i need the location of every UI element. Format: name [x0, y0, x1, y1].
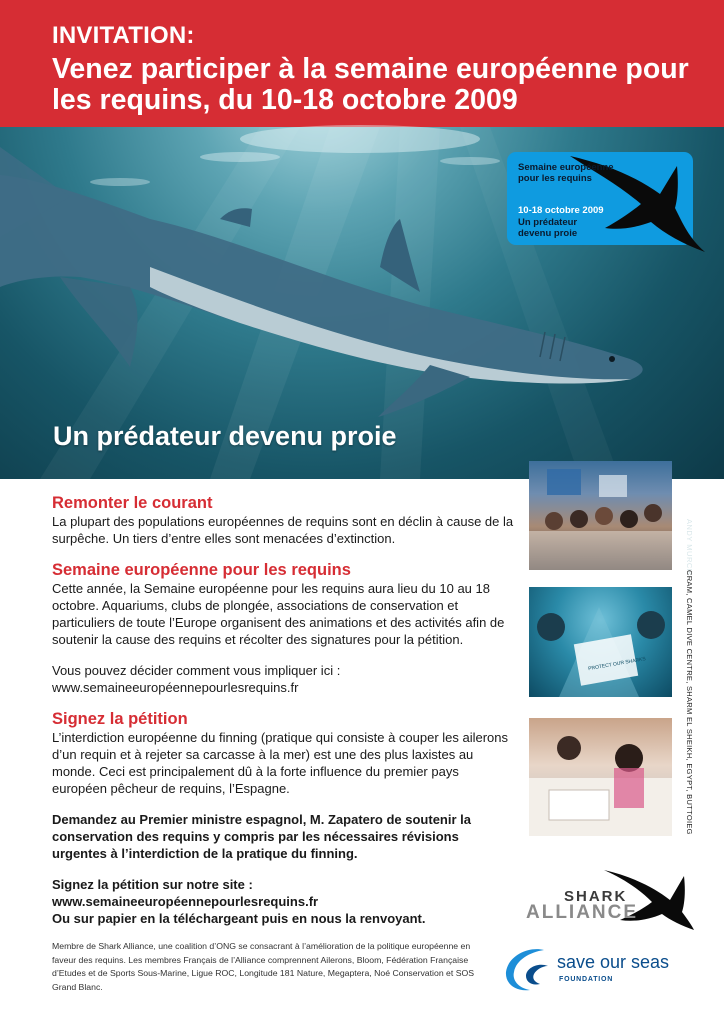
- section-text: Cette année, la Semaine européenne pour les requins aura lieu du 10 au 18 octobre. Aquariums, clubs de plongée, associations de conservation et particuliers de toute l’Europe organisent des animations et des activités afin de soutenir la cause des requins et récolter des signatures pour la pétition.: [52, 581, 505, 647]
- sos-foundation-label: FOUNDATION: [559, 976, 614, 983]
- header-banner: [0, 0, 724, 127]
- section-heading: Remonter le courant: [52, 494, 213, 512]
- photo-children-signing: [529, 718, 672, 836]
- section-text: L’interdiction européenne du finning (pratique qui consiste à couper les ailerons d’un requin et à rejeter sa carcasse à la mer) est une des plus laxistes au monde. Ceci est principalement dû à la forte influence du premier pays européen pêcheur de requins, l’Espagne.: [52, 730, 509, 796]
- sos-wordmark: save our seas: [557, 952, 670, 972]
- section-text: La plupart des populations européennes de requins sont en déclin à cause de la surpêche. Un tiers d’entre elles sont menacées d’extinction.: [52, 514, 514, 546]
- call-to-action: Demandez au Premier ministre espagnol, M. Zapatero de soutenir la conservation des requins y compris par les nécessaires révisions urgentes à l’interdiction de la pratique du finning.: [52, 812, 472, 861]
- invitation-title: Venez participer à la semaine européenne pour les requins, du 10-18 octobre 2009: [52, 53, 689, 116]
- hero-photo-credit: ANDY MURCH: [685, 519, 694, 575]
- footer-membership-note: Membre de Shark Alliance, une coalition d’ONG se consacrant à l’amélioration de la politique européenne en faveur des requins. Les membres Français de l’Alliance comprennent Ailerons, Bloom, Fédération Française d’Etudes et de Sports Sous-Marine, Ligue ROC, Longitude 181 Nature, Megaptera, Noé Conservation et SOS Grand Blanc.: [52, 941, 475, 992]
- section-heading: Signez la pétition: [52, 710, 188, 728]
- petition-link[interactable]: www.semaineeuropéennepourlesrequins.fr: [52, 894, 319, 909]
- wave-icon: [500, 944, 554, 994]
- shark-alliance-word-1: SHARK: [564, 888, 628, 905]
- shark-alliance-logo[interactable]: [524, 866, 694, 932]
- hero-tagline: Un prédateur devenu proie: [53, 421, 397, 451]
- article-body: [52, 494, 514, 927]
- photo-students-group: [529, 461, 672, 570]
- photos-credit: CRAM, CAMEL DIVE CENTRE, SHARM EL SHEIKH, EGYPT, BUTTOIEG: [685, 570, 694, 835]
- save-our-seas-logo[interactable]: [500, 940, 700, 996]
- event-badge: [507, 152, 693, 245]
- section-heading: Semaine européenne pour les requins: [52, 561, 351, 579]
- shark-alliance-word-2: ALLIANCE: [526, 902, 639, 923]
- paper-petition-note: Ou sur papier en la téléchargeant puis en nous la renvoyant.: [52, 911, 426, 926]
- invitation-kicker: INVITATION:: [52, 22, 195, 49]
- section-text: Vous pouvez décider comment vous impliquer ici :: [52, 663, 341, 678]
- badge-event-name: Semaine européenne pour les requins: [518, 162, 614, 184]
- sign-petition-label: Signez la pétition sur notre site :: [52, 877, 253, 892]
- badge-dates: 10-18 octobre 2009: [518, 205, 604, 216]
- photo-divers-underwater: [529, 587, 672, 697]
- badge-slogan: Un prédateur devenu proie: [518, 217, 578, 239]
- protect-sharks-sign: PROTECT OUR SHARKS: [587, 656, 647, 673]
- website-link[interactable]: www.semaineeuropéennepourlesrequins.fr: [52, 680, 299, 695]
